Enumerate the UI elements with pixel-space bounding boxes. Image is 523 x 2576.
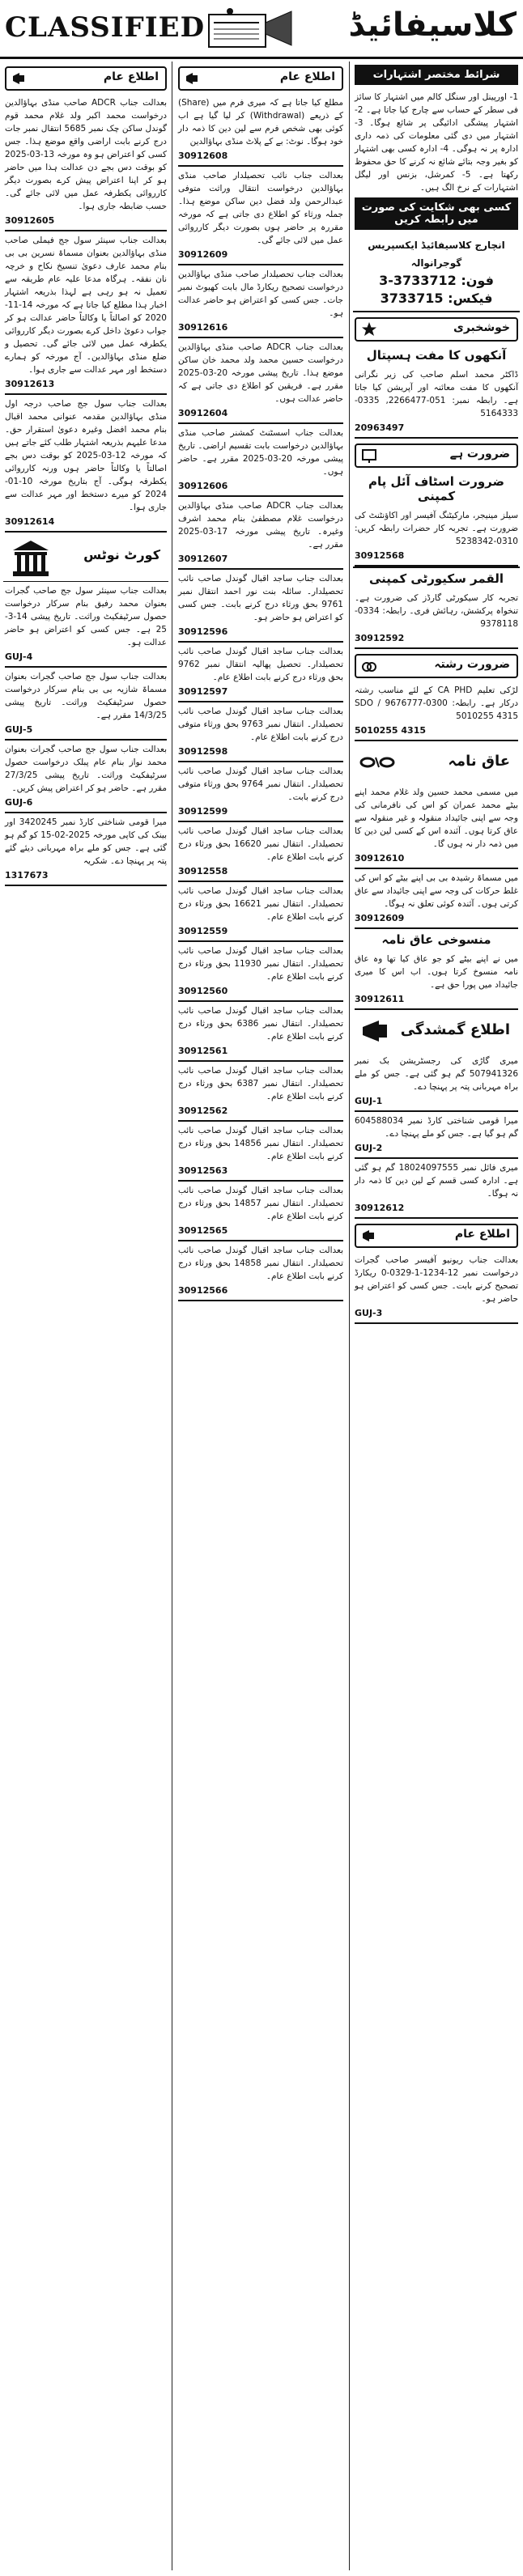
- ad-code: 30912605: [5, 213, 167, 231]
- masthead-title-english: CLASSIFIED: [5, 11, 206, 44]
- ad-code: 30912613: [5, 376, 167, 395]
- star-icon: [361, 321, 377, 337]
- disown-notice-header: عاق نامہ: [355, 745, 518, 780]
- ad-code: GUJ-2: [355, 1140, 518, 1159]
- rings-icon: [361, 658, 377, 674]
- column-rule-right: [349, 62, 350, 2570]
- section-header-matrimonial: ضرورت رشتہ: [355, 654, 518, 678]
- court-building-icon: [10, 539, 52, 578]
- ad-code: 30912606: [178, 478, 343, 497]
- rates-title: شرائط مختصر اشتہارات: [355, 65, 518, 85]
- ad-code: 30912598: [178, 744, 343, 762]
- classified-ad: میں مسماۃ رشیدہ بی بی اپنے بیٹے کو اس کی غلط حرکات کی وجہ سے اپنی جائیداد سے عاق کرتی ہوں۔ آئندہ کوئی تعلق نہ ہوگا۔ 30912609: [353, 869, 520, 929]
- ad-code: GUJ-3: [355, 1305, 518, 1324]
- classified-ad: بعدالت جناب ساجد اقبال گوندل صاحب نائب تحصیلدار۔ انتقال نمبر 6387 بحق ورثاء درج کرنے بابت اطلاع عام۔ 30912562: [176, 1062, 345, 1122]
- classified-ad: بعدالت جناب سول جج صاحب گجرات بعنوان مسماۃ شازیہ بی بی بنام سرکار درخواست حصول سرٹیفکیٹ وراثت۔ تاریخ پیشی 14/3/25 مقرر ہے۔ GUJ-5: [3, 668, 168, 741]
- classified-ad: بعدالت جناب ADCR صاحب منڈی بہاؤالدین درخواست محمد اکبر ولد غلام محمد قوم گوندل ساکن چک نمبر 5685 انتقال نمبر جات درج کرنے بابت اراضی واقع موضع ہذا۔ جس کسی کو اعتراض ہو وہ مورخہ 13-03-2025 کو بوقت دس بجے دن عدالت ہذا میں حاضر ہو کر اپنا اعتراض پیش کرے بصورت دیگر کارروائی یکطرفہ عمل میں لائی جائے گی۔ حسب ضابطہ جاری ہوا۔ 30912605: [3, 94, 168, 231]
- classified-ad: بعدالت جناب ساجد اقبال گوندل صاحب نائب تحصیلدار۔ انتقال نمبر 6386 بحق ورثاء درج کرنے بابت اطلاع عام۔ 30912561: [176, 1002, 345, 1062]
- masthead-title-urdu: کلاسیفائیڈ: [348, 6, 517, 44]
- megaphone-icon: [11, 70, 28, 87]
- section-header-good-news: خوشخبری: [355, 317, 518, 342]
- ad-code: 30912604: [178, 405, 343, 424]
- classified-ad: بعدالت جناب ساجد اقبال گوندل صاحب نائب تحصیلدار۔ انتقال نمبر 11930 بحق ورثاء درج کرنے بابت اطلاع عام۔ 30912560: [176, 942, 345, 1002]
- classified-ad: بعدالت جناب تحصیلدار صاحب منڈی بہاؤالدین درخواست تصحیح ریکارڈ مال بابت کھیوٹ نمبر جات۔ جس کسی کو اعتراض ہو حاضر عدالت ہو۔ 30912616: [176, 265, 345, 338]
- ad-code: 30912596: [178, 624, 343, 643]
- ad-code: 30912565: [178, 1223, 343, 1241]
- ad-code: 5010255 4315: [355, 723, 518, 741]
- classified-ad: بعدالت جناب ساجد اقبال گوندل صاحب نائب تحصیلدار۔ انتقال نمبر 16620 بحق ورثاء درج کرنے بابت اطلاع عام۔ 30912558: [176, 822, 345, 882]
- ad-code: 30912612: [355, 1200, 518, 1219]
- classified-ad: بعدالت جناب سول جج صاحب درجہ اول منڈی بہاؤالدین مقدمہ عنوانی محمد اقبال بنام محمد افضل وغیرہ دعویٰ استقرار حق۔ مدعا علیہم بذریعہ اشتہار طلب کئے جاتے ہیں کہ مورخہ 12-03-2025 کو بوقت دس بجے اصالتاً یا وکالتاً حاضر ہوں ورنہ کارروائی یکطرفہ ہوگی۔ آج بتاریخ مورخہ 10-01-2024 کو میرے دستخط اور مہر عدالت سے جاری ہوا۔ 30912614: [3, 395, 168, 533]
- section-header-public-notice: اطلاع عام: [355, 1224, 518, 1248]
- ad-code: 30912560: [178, 983, 343, 1002]
- classified-ad: میں مسمی محمد حسین ولد غلام محمد اپنے بیٹے محمد عمران کو اس کی نافرمانی کی وجہ سے اپنی جائیداد منقولہ و غیر منقولہ سے عاق کرتا ہوں۔ آئندہ اس کے کسی لین دین کا میں ذمہ دار نہ ہوں گا۔ 30912610: [353, 783, 520, 869]
- classified-ad: تجربہ کار سیکورٹی گارڈز کی ضرورت ہے۔ تنخواہ پرکشش، رہائش فری۔ رابطہ: 0334-9378118 30912592: [353, 589, 520, 649]
- broken-chain-icon: [359, 749, 395, 775]
- megaphone-icon: [361, 1228, 377, 1244]
- ad-code: 30912610: [355, 851, 518, 869]
- lost-notice-header: اطلاع گمشدگی: [355, 1013, 518, 1049]
- fax-number: فیکس: 3733715: [380, 291, 493, 306]
- classified-ad: بعدالت جناب اسسٹنٹ کمشنر صاحب منڈی بہاؤالدین درخواست بابت تقسیم اراضی۔ تاریخ پیشی مورخہ 20-03-2025 مقرر ہے۔ حاضر ہوں۔ 30912606: [176, 424, 345, 497]
- ad-code: 30912592: [355, 630, 518, 649]
- contact-title: انچارج کلاسیفائیڈ ایکسپریس گوجرانوالہ: [368, 240, 505, 269]
- ad-code: 30912559: [178, 923, 343, 942]
- classified-ad: ڈاکٹر محمد اسلم صاحب کی زیر نگرانی آنکھوں کا مفت معائنہ اور آپریشن کیا جاتا ہے۔ رابطہ نمبر: 051-2266477, 0335-5164333 20963497: [353, 366, 520, 439]
- ad-code: 30912616: [178, 320, 343, 338]
- megaphone-icon: [185, 70, 201, 87]
- rates-text: 1- اورپینل اور سنگل کالم میں اشتہار کا سائز فی سطر کے حساب سے چارج کیا جاتا ہے۔ 2- اشتہار پیشگی ادائیگی پر شائع ہوگا۔ 3- اشتہار میں دی گئی معلومات کی ذمہ داری ادارہ پر نہ ہوگی۔ 4- ادارہ کسی بھی اشتہار کو بغیر وجہ بتائے شائع نہ کرنے کا حق محفوظ رکھتا ہے۔ 5- کمرشل، بزنس اور لیگل اشتہارات کے نرخ الگ ہیں۔: [355, 92, 519, 193]
- classified-ad: بعدالت جناب ساجد اقبال گوندل صاحب نائب تحصیلدار۔ انتقال نمبر 14856 بحق ورثاء درج کرنے بابت اطلاع عام۔ 30912563: [176, 1122, 345, 1182]
- ad-code: 30912562: [178, 1103, 343, 1122]
- column-left: [3, 62, 168, 2570]
- ad-code: 30912563: [178, 1163, 343, 1182]
- classified-ad: میری گاڑی کی رجسٹریشن بک نمبر 507941326 گم ہو گئی ہے۔ جس کو ملے براہ مہربانی پتہ پر پہنچا دے۔ GUJ-1: [353, 1052, 520, 1112]
- classified-ad: بعدالت جناب سول جج صاحب گجرات بعنوان محمد نواز بنام عام پبلک درخواست حصول سرٹیفکیٹ وراثت۔ تاریخ پیشی 27/3/25 مقرر ہے۔ حاضر ہو کر اعتراض پیش کریں۔ GUJ-6: [3, 741, 168, 813]
- classified-ad: بعدالت جناب سینئر سول جج فیملی صاحب منڈی بہاؤالدین بعنوان مسماۃ نسرین بی بی بنام محمد عارف دعویٰ تنسیخ نکاح و خرچہ نان نفقہ۔ ہرگاہ مدعا علیہ عام طریقہ سے تعمیل نہ ہو رہی ہے لہذا بذریعہ اشتہار اخبار ہذا مطلع کیا جاتا ہے کہ مورخہ 14-11-2020 کو اصالتاً یا وکالتاً حاضر عدالت ہو کر جواب دعویٰ داخل کرے بصورت دیگر کارروائی یکطرفہ عمل میں لائی جائے گی۔ تحصیل و ضلع منڈی بہاؤالدین۔ آج مورخہ کو ہمارے دستخط اور مہر عدالت سے جاری ہوا۔ 30912613: [3, 231, 168, 395]
- ad-code: 20963497: [355, 420, 518, 439]
- column-right: [353, 62, 520, 2570]
- contact-block: [353, 233, 520, 312]
- ad-code: 1317673: [5, 868, 167, 886]
- classified-ad: میرا قومی شناختی کارڈ نمبر 604588034 گم ہو گیا ہے۔ جس کو ملے پہنچا دے۔ GUJ-2: [353, 1112, 520, 1159]
- section-header-public-notice: اطلاع عام: [178, 66, 343, 91]
- phone-number: فون: 3733712-3: [379, 273, 494, 288]
- cancel-disown-headline: منسوخی عاق نامہ: [381, 932, 491, 947]
- classified-ad: میں نے اپنے بیٹے کو جو عاق کیا تھا وہ عاق نامہ منسوخ کرتا ہوں۔ اب اس کا میری جائیداد میں پورا حق ہے۔ 30912611: [353, 950, 520, 1010]
- ad-code: 30912599: [178, 804, 343, 822]
- ad-code: GUJ-4: [5, 649, 167, 668]
- wanted-headline: ضرورت اسٹاف آئل پام کمپنی: [368, 474, 505, 503]
- ad-code: 30912607: [178, 551, 343, 570]
- classified-ad: لڑکی تعلیم CA PHD کے لئے مناسب رشتہ درکار ہے۔ رابطہ: 0300-9676777 / SDO 5010255 4315 5010255 4315: [353, 681, 520, 741]
- classified-ad: بعدالت جناب ساجد اقبال گوندل صاحب نائب تحصیلدار۔ انتقال نمبر 9764 بحق ورثاء متوفی درج کرنے بابت۔ 30912599: [176, 762, 345, 822]
- hospital-headline: آنکھوں کا مفت ہسپتال: [366, 348, 507, 363]
- classified-ad: سیلز مینیجر، مارکیٹنگ آفیسر اور اکاؤنٹنٹ کی ضرورت ہے۔ تجربہ کار حضرات رابطہ کریں: 0310-5238342 30912568: [353, 507, 520, 567]
- section-header-public-notice: اطلاع عام: [5, 66, 167, 91]
- ad-code: 30912566: [178, 1283, 343, 1301]
- ad-code: GUJ-5: [5, 722, 167, 741]
- masthead: [0, 0, 523, 59]
- section-header-wanted: ضرورت ہے: [355, 443, 518, 468]
- newspaper-megaphone-icon: [202, 5, 300, 52]
- ad-code: 30912558: [178, 864, 343, 882]
- complaint-banner: کسی بھی شکایت کی صورت میں رابطہ کریں: [355, 197, 518, 230]
- ad-code: 30912614: [5, 514, 167, 533]
- ad-code: 30912611: [355, 991, 518, 1010]
- classified-ad: بعدالت جناب ساجد اقبال گوندل صاحب نائب تحصیلدار۔ سائلہ بنت نور احمد انتقال نمبر 9761 بحق ورثاء درج کرنے بابت۔ جس کسی کو اعتراض ہو حاضر ہو۔ 30912596: [176, 570, 345, 643]
- classified-ad: بعدالت جناب ریونیو آفیسر صاحب گجرات درخواست نمبر 12-1234-1-0329-0 ریکارڈ تصحیح کرنے بابت۔ جس کسی کو اعتراض ہو حاضر ہو۔ GUJ-3: [353, 1251, 520, 1324]
- classified-ad: میری فائل نمبر 18024097555 گم ہو گئی ہے۔ ادارہ کسی قسم کے لین دین کا ذمہ دار نہ ہوگا۔ 30912612: [353, 1159, 520, 1219]
- court-notice-header: کورٹ نوٹس: [3, 536, 168, 582]
- wanted-sign-icon: [361, 448, 377, 464]
- ad-code: 30912609: [355, 910, 518, 929]
- ad-code: 30912608: [178, 148, 343, 167]
- classified-ad: بعدالت جناب ساجد اقبال گوندل صاحب نائب تحصیلدار۔ انتقال نمبر 16621 بحق ورثاء درج کرنے بابت اطلاع عام۔ 30912559: [176, 882, 345, 942]
- classified-ad: بعدالت جناب ساجد اقبال گوندل صاحب نائب تحصیلدار۔ انتقال نمبر 14858 بحق ورثاء درج کرنے بابت اطلاع عام۔ 30912566: [176, 1241, 345, 1301]
- classified-ad: مطلع کیا جاتا ہے کہ میری فرم میں (Share) کے ذریعے (Withdrawal) کر لیا گیا ہے اب کوئی بھی شخص فرم سے لین دین کا ذمہ دار خود ہوگا۔ نوٹ: بے کے پلاٹ منڈی بہاؤالدین 30912608: [176, 94, 345, 167]
- ad-code: 30912561: [178, 1043, 343, 1062]
- classified-ad: بعدالت جناب ساجد اقبال گوندل صاحب نائب تحصیلدار۔ انتقال نمبر 14857 بحق ورثاء درج کرنے بابت اطلاع عام۔ 30912565: [176, 1182, 345, 1241]
- ad-code: 30912597: [178, 684, 343, 702]
- classified-ad: بعدالت جناب سینئر سول جج صاحب گجرات بعنوان محمد رفیق بنام سرکار درخواست حصول سرٹیفکیٹ وراثت۔ تاریخ پیشی 14-3-25 ہے۔ جس کسی کو اعتراض ہو حاضر عدالت ہو۔ GUJ-4: [3, 582, 168, 668]
- column-middle: [176, 62, 345, 2570]
- ad-code: 30912568: [355, 548, 518, 567]
- classified-ad: بعدالت جناب ساجد اقبال گوندل صاحب نائب تحصیلدار۔ انتقال نمبر 9763 بحق ورثاء متوفی درج کرنے بابت اطلاع عام۔ 30912598: [176, 702, 345, 762]
- classified-ad: بعدالت جناب ADCR صاحب منڈی بہاؤالدین درخواست غلام مصطفیٰ بنام محمد اشرف وغیرہ۔ تاریخ پیشی مورخہ 17-03-2025 مقرر ہے۔ 30912607: [176, 497, 345, 570]
- ad-code: GUJ-1: [355, 1093, 518, 1112]
- ad-code: GUJ-6: [5, 795, 167, 813]
- middle-ad-list: [176, 94, 345, 1301]
- classified-ad: بعدالت جناب ADCR صاحب منڈی بہاؤالدین درخواست حسین محمد ولد محمد خان ساکن موضع ہذا۔ تاریخ پیشی مورخہ 20-03-2025 مقرر ہے۔ فریقین کو اطلاع دی جاتی ہے کہ حاضر عدالت ہوں۔ 30912604: [176, 338, 345, 424]
- classified-ad: میرا قومی شناختی کارڈ نمبر 3420245 اور بینک کی کاپی مورخہ 2025-02-15 کو گم ہو گئی ہے۔ جس کو ملے براہ مہربانی دیئے گئے پتہ پر پہنچا دے۔ شکریہ 1317673: [3, 813, 168, 886]
- megaphone-icon: [359, 1018, 395, 1044]
- classified-ad: بعدالت جناب نائب تحصیلدار صاحب منڈی بہاؤالدین درخواست انتقال وراثت متوفی عبدالرحمن ولد فضل دین ساکن موضع ہذا۔ جملہ ورثاء کو اطلاع دی جاتی ہے کہ مورخہ مقررہ پر حاضر ہوں بصورت دیگر کارروائی عمل میں لائی جائے گی۔ 30912609: [176, 167, 345, 265]
- classified-ad: بعدالت جناب ساجد اقبال گوندل صاحب نائب تحصیلدار۔ تحصیل پھالیہ انتقال نمبر 9762 بحق ورثاء درج کرنے بابت اطلاع عام۔ 30912597: [176, 643, 345, 702]
- security-headline: القمر سکیورٹی کمپنی: [353, 567, 520, 589]
- ad-code: 30912609: [178, 247, 343, 265]
